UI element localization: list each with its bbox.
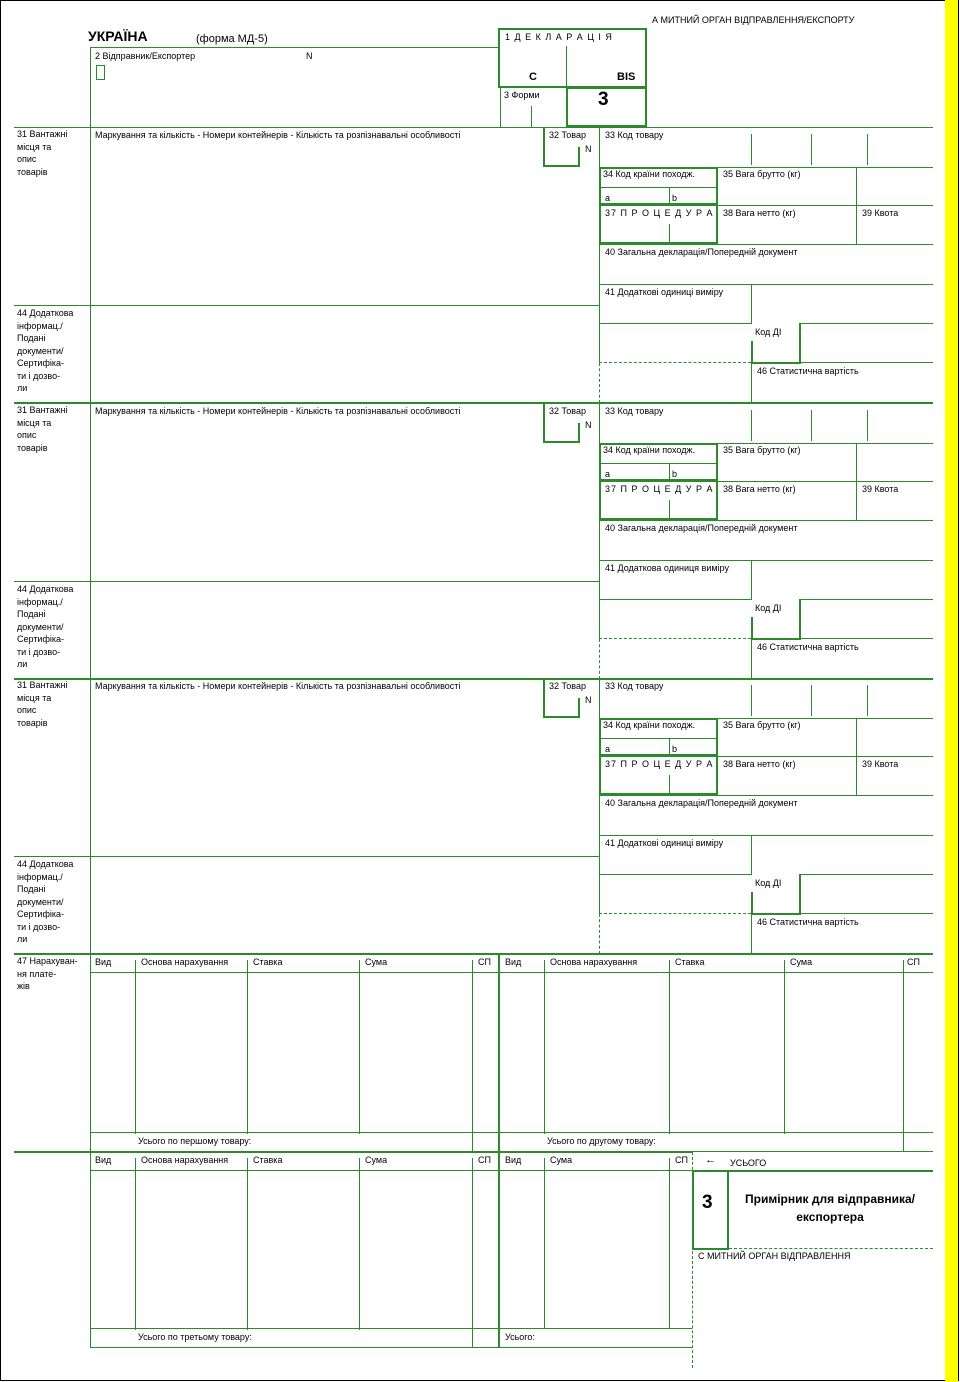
box-38-net-mass-label: 38 Вага нетто (кг)	[723, 484, 796, 494]
payment-col-osnova: Основа нарахування	[550, 957, 638, 967]
box-34-a: a	[605, 744, 611, 754]
payment-col-suma: Сума	[790, 957, 813, 967]
box-2-n-label: N	[306, 51, 313, 61]
form-name: (форма МД-5)	[196, 33, 268, 45]
box-3-forms-label: 3 Форми	[504, 90, 540, 100]
payment-col-osnova: Основа нарахування	[141, 1155, 229, 1165]
kod-di-label: Код ДІ	[755, 878, 782, 888]
box-34-b: b	[672, 469, 678, 479]
summary-total-label: Усього:	[505, 1332, 535, 1342]
box-34-a: a	[605, 469, 611, 479]
payment-col-osnova: Основа нарахування	[141, 957, 229, 967]
box-1-bis: BIS	[617, 71, 636, 83]
box-41-supplementary-units-label: 41 Додаткові одиниці виміру	[605, 287, 724, 297]
marks-description-label: Маркування та кількість - Номери контейнерів - Кількість та розпізнавальні особливості	[95, 406, 461, 416]
payment-total-label: Усього по першому товару:	[138, 1136, 252, 1146]
box-33-commodity-code-label: 33 Код товару	[605, 681, 664, 691]
yellow-margin-strip	[945, 0, 958, 1382]
box-41-supplementary-units-label: 41 Додаткова одиниця виміру	[605, 563, 729, 573]
box-34-origin-label: 34 Код країни походж.	[603, 445, 696, 455]
box-39-quota-label: 39 Квота	[862, 208, 899, 218]
box-44-additional-info-label: 44 Додаткова інформац./ Подані документи/ Сертифіка- ти і дозво- ли	[17, 859, 74, 944]
payment-col-stavka: Ставка	[253, 1155, 283, 1165]
payment-total-label: Усього по третьому товару:	[138, 1332, 252, 1342]
box-46-statistical-value-label: 46 Статистична вартість	[757, 917, 859, 927]
payment-col-vyd: Вид	[95, 1155, 112, 1165]
box-34-b: b	[672, 193, 678, 203]
kod-di-label: Код ДІ	[755, 603, 782, 613]
summary-col-sp: СП	[675, 1155, 688, 1165]
country-title: УКРАЇНА	[88, 28, 148, 44]
box-47-charges-label: 47 Нарахуван- ня плате- жів	[17, 956, 78, 991]
payment-col-suma: Сума	[365, 957, 388, 967]
box-32-n-label: N	[585, 695, 592, 705]
box-44-additional-info-label: 44 Додаткова інформац./ Подані документи/ Сертифіка- ти і дозво- ли	[17, 308, 74, 393]
box-c-customs-office-label: С МИТНИЙ ОРГАН ВІДПРАВЛЕННЯ	[698, 1251, 851, 1261]
box-41-supplementary-units-label: 41 Додаткові одиниці виміру	[605, 838, 724, 848]
box-32-item-label: 32 Товар	[549, 681, 587, 691]
marks-description-label: Маркування та кількість - Номери контейнерів - Кількість та розпізнавальні особливості	[95, 130, 461, 140]
payment-col-sp: СП	[907, 957, 920, 967]
box-32-item-label: 32 Товар	[549, 130, 587, 140]
box-37-procedure-label: 37 П Р О Ц Е Д У Р А	[605, 484, 714, 494]
box-34-b: b	[672, 744, 678, 754]
payment-col-sp: СП	[478, 1155, 491, 1165]
box-44-additional-info-label: 44 Додаткова інформац./ Подані документи/ Сертифіка- ти і дозво- ли	[17, 584, 74, 669]
payment-col-sp: СП	[478, 957, 491, 967]
box-31-packages-label: 31 Вантажні місця та опис товарів	[17, 405, 68, 453]
box-40-previous-document-label: 40 Загальна декларація/Попередній документ	[605, 798, 798, 808]
box-32-n-label: N	[585, 144, 592, 154]
box-38-net-mass-label: 38 Вага нетто (кг)	[723, 759, 796, 769]
box-40-previous-document-label: 40 Загальна декларація/Попередній документ	[605, 523, 798, 533]
box-38-net-mass-label: 38 Вага нетто (кг)	[723, 208, 796, 218]
box-33-commodity-code-label: 33 Код товару	[605, 130, 664, 140]
box-34-origin-label: 34 Код країни походж.	[603, 720, 696, 730]
kod-di-label: Код ДІ	[755, 327, 782, 337]
box-39-quota-label: 39 Квота	[862, 759, 899, 769]
box-35-gross-mass-label: 35 Вага брутто (кг)	[723, 445, 801, 455]
box-35-gross-mass-label: 35 Вага брутто (кг)	[723, 169, 801, 179]
usogo-label: УСЬОГО	[730, 1158, 767, 1168]
box-46-statistical-value-label: 46 Статистична вартість	[757, 366, 859, 376]
payment-col-stavka: Ставка	[675, 957, 705, 967]
consignor-checkbox[interactable]	[96, 65, 105, 80]
marks-description-label: Маркування та кількість - Номери контейнерів - Кількість та розпізнавальні особливості	[95, 681, 461, 691]
box-32-item-label: 32 Товар	[549, 406, 587, 416]
box-33-commodity-code-label: 33 Код товару	[605, 406, 664, 416]
payment-col-suma: Сума	[365, 1155, 388, 1165]
box-46-statistical-value-label: 46 Статистична вартість	[757, 642, 859, 652]
payment-col-vyd: Вид	[505, 957, 522, 967]
payment-col-vyd: Вид	[95, 957, 112, 967]
summary-col-suma: Сума	[550, 1155, 573, 1165]
arrow-left-icon: ←	[705, 1154, 716, 1166]
box-a-customs-departure-label: А МИТНИЙ ОРГАН ВІДПРАВЛЕННЯ/ЕКСПОРТУ	[652, 15, 855, 25]
footer-copy-number: 3	[702, 1192, 713, 1213]
box-39-quota-label: 39 Квота	[862, 484, 899, 494]
box-32-n-label: N	[585, 420, 592, 430]
box-35-gross-mass-label: 35 Вага брутто (кг)	[723, 720, 801, 730]
copy-number: 3	[598, 89, 609, 110]
box-1-c: C	[529, 71, 537, 83]
box-37-procedure-label: 37 П Р О Ц Е Д У Р А	[605, 759, 714, 769]
box-31-packages-label: 31 Вантажні місця та опис товарів	[17, 129, 68, 177]
box-34-a: a	[605, 193, 611, 203]
box-1-label: 1 Д Е К Л А Р А Ц І Я	[505, 32, 613, 42]
box-31-packages-label: 31 Вантажні місця та опис товарів	[17, 680, 68, 728]
payment-col-stavka: Ставка	[253, 957, 283, 967]
box-37-procedure-label: 37 П Р О Ц Е Д У Р А	[605, 208, 714, 218]
box-40-previous-document-label: 40 Загальна декларація/Попередній документ	[605, 247, 798, 257]
box-2-consignor-label: 2 Відправник/Експортер	[95, 51, 196, 61]
copy-purpose-label: Примірник для відправника/експортера	[745, 1192, 916, 1224]
summary-col-vyd: Вид	[505, 1155, 522, 1165]
box-34-origin-label: 34 Код країни походж.	[603, 169, 696, 179]
payment-total-label: Усього по другому товару:	[547, 1136, 656, 1146]
